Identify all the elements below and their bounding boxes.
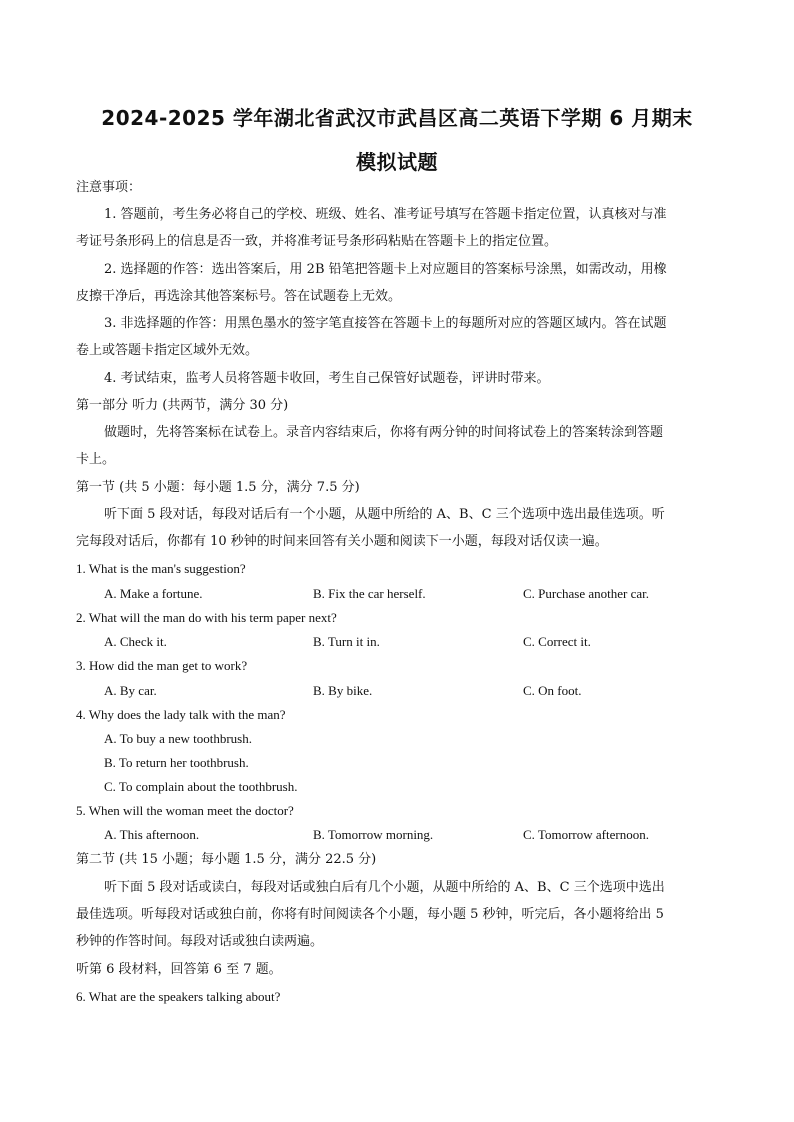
part1-heading: 第一部分 听力 (共两节，满分 30 分)	[76, 398, 289, 413]
part1-intro: 做题时，先将答案标在试卷上。录音内容结束后，你将有两分钟的时间将试卷上的答案转涂到答题	[104, 425, 664, 440]
part1-intro-cont: 卡上。	[76, 452, 116, 467]
section2-heading: 第二节 (共 15 小题；每小题 1.5 分，满分 22.5 分)	[76, 852, 377, 867]
q4-option-c: C. To complain about the toothbrush.	[104, 779, 298, 794]
q5-option-a: A. This afternoon.	[104, 827, 200, 842]
notice-item-3-cont: 卷上或答题卡指定区域外无效。	[76, 343, 259, 358]
question-2: 2. What will the man do with his term paper next?	[76, 610, 337, 625]
q1-option-c: C. Purchase another car.	[523, 586, 649, 601]
section2-intro: 听下面 5 段对话或读白，每段对话或独白后有几个小题，从题中所给的 A、B、C 三个选项中选出	[104, 880, 665, 895]
q5-option-b: B. Tomorrow morning.	[313, 827, 434, 842]
question-1: 1. What is the man's suggestion?	[76, 561, 246, 576]
question-5: 5. When will the woman meet the doctor?	[76, 803, 294, 818]
exam-title-line2: 模拟试题	[356, 150, 438, 174]
section1-heading: 第一节 (共 5 小题：每小题 1.5 分，满分 7.5 分)	[76, 480, 360, 495]
exam-title-line1: 2024-2025 学年湖北省武汉市武昌区高二英语下学期 6 月期末	[101, 106, 693, 130]
notice-item-3: 3. 非选择题的作答：用黑色墨水的签字笔直接答在答题卡上的每题所对应的答题区域内。答在试题	[104, 316, 667, 331]
notice-item-2: 2. 选择题的作答：选出答案后，用 2B 铅笔把答题卡上对应题目的答案标号涂黑，如需改动，用橡	[104, 262, 667, 277]
q3-option-b: B. By bike.	[313, 683, 373, 698]
q2-option-c: C. Correct it.	[523, 634, 591, 649]
section2-intro-cont-1: 最佳选项。听每段对话或独白前，你将有时间阅读各个小题，每小题 5 秒钟，听完后，各小题将给出 5	[76, 907, 664, 922]
section1-intro-cont: 完每段对话后，你都有 10 秒钟的时间来回答有关小题和阅读下一小题，每段对话仅读一遍。	[76, 534, 608, 549]
section2-intro-cont-2: 秒钟的作答时间。每段对话或独白读两遍。	[76, 934, 324, 949]
q3-option-a: A. By car.	[104, 683, 157, 698]
material-6-instruction: 听第 6 段材料，回答第 6 至 7 题。	[76, 962, 282, 977]
notice-item-4: 4. 考试结束，监考人员将答题卡收回，考生自己保管好试题卷，评讲时带来。	[104, 371, 550, 386]
notice-heading: 注意事项：	[76, 180, 142, 195]
question-3: 3. How did the man get to work?	[76, 658, 248, 673]
q4-option-b: B. To return her toothbrush.	[104, 755, 249, 770]
notice-item-1-cont: 考证号条形码上的信息是否一致，并将准考证号条形码粘贴在答题卡上的指定位置。	[76, 234, 558, 249]
question-6: 6. What are the speakers talking about?	[76, 989, 281, 1004]
q3-option-c: C. On foot.	[523, 683, 582, 698]
q1-option-b: B. Fix the car herself.	[313, 586, 426, 601]
q5-option-c: C. Tomorrow afternoon.	[523, 827, 649, 842]
question-4: 4. Why does the lady talk with the man?	[76, 707, 286, 722]
q2-option-a: A. Check it.	[104, 634, 167, 649]
notice-item-1: 1. 答题前，考生务必将自己的学校、班级、姓名、准考证号填写在答题卡指定位置，认真核对与准	[104, 207, 667, 222]
section1-intro: 听下面 5 段对话，每段对话后有一个小题，从题中所给的 A、B、C 三个选项中选出最佳选项。听	[104, 507, 665, 522]
q1-option-a: A. Make a fortune.	[104, 586, 203, 601]
notice-item-2-cont: 皮擦干净后，再选涂其他答案标号。答在试题卷上无效。	[76, 289, 402, 304]
q2-option-b: B. Turn it in.	[313, 634, 380, 649]
q4-option-a: A. To buy a new toothbrush.	[104, 731, 252, 746]
